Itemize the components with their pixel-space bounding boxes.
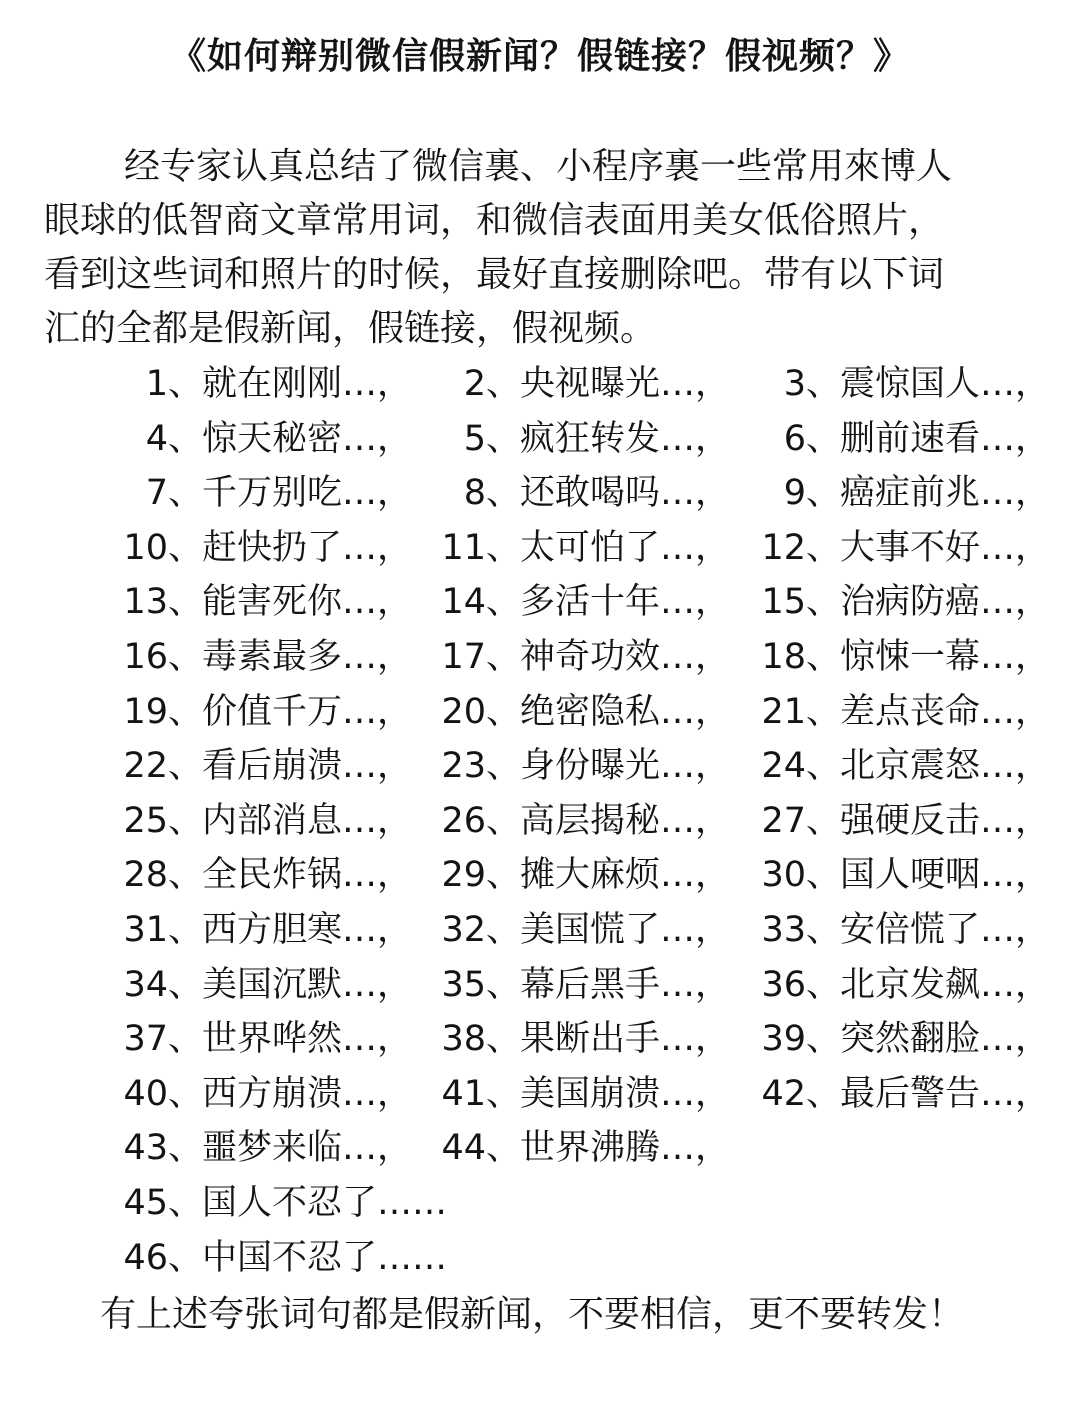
keyword-text: 果断出手…，: [520, 1019, 731, 1060]
document-title: 《如何辩别微信假新闻？假链接？假视频？》: [169, 36, 910, 77]
keyword-number: 25: [123, 800, 168, 841]
keyword-text: 能害死你…，: [202, 582, 413, 623]
keyword-item: [736, 630, 1050, 684]
intro-line: 汇的全都是假新闻，假链接，假视频。: [44, 308, 657, 349]
keyword-number: 39: [761, 1019, 806, 1060]
keyword-number: 40: [123, 1073, 168, 1114]
keyword-separator: 、: [168, 527, 204, 568]
keyword-number: 43: [123, 1128, 168, 1169]
keyword-text: 美国慌了…，: [520, 909, 731, 950]
keyword-number: 8: [463, 473, 486, 514]
keyword-item: [416, 794, 730, 848]
keyword-text: 世界哗然…，: [202, 1019, 413, 1060]
keyword-separator: 、: [168, 746, 204, 787]
keyword-item: [98, 1231, 447, 1285]
keyword-separator: 、: [806, 1073, 842, 1114]
keyword-text: 惊悚一幕…，: [840, 636, 1051, 677]
keyword-row: [0, 630, 1080, 685]
keyword-text: 看后崩溃…，: [202, 746, 413, 787]
keyword-row: [0, 794, 1080, 849]
keyword-text: 治病防癌…，: [840, 582, 1051, 623]
keyword-item: [736, 848, 1050, 902]
keyword-number: 3: [783, 364, 806, 404]
keyword-row: [0, 958, 1080, 1013]
keyword-separator: 、: [168, 800, 204, 841]
keyword-number: 4: [145, 418, 168, 459]
keyword-item: [416, 848, 730, 902]
keyword-text: 噩梦来临…，: [202, 1128, 413, 1169]
keyword-item: [736, 903, 1050, 957]
keyword-item: [416, 1012, 730, 1066]
keyword-item: [416, 685, 730, 739]
keyword-number: 35: [441, 964, 486, 1005]
keyword-item: [736, 1012, 1050, 1066]
keyword-row: [0, 1121, 1080, 1176]
keyword-number: 28: [123, 855, 168, 896]
keyword-item: [98, 357, 412, 411]
keyword-text: 西方胆寒…，: [202, 909, 413, 950]
keyword-text: 世界沸腾…，: [520, 1128, 731, 1169]
keyword-item: [416, 466, 730, 520]
keyword-number: 33: [761, 909, 806, 950]
keyword-separator: 、: [486, 1128, 522, 1169]
keyword-row: [0, 412, 1080, 467]
intro-paragraph: [44, 140, 1044, 356]
keyword-row: [0, 466, 1080, 521]
keyword-separator: 、: [486, 1073, 522, 1114]
keyword-text: 价值千万…，: [202, 691, 413, 732]
keyword-item: [416, 739, 730, 793]
keyword-item: [736, 412, 1050, 466]
keyword-text: 美国沉默…，: [202, 964, 413, 1005]
keyword-separator: 、: [806, 1019, 842, 1060]
keyword-number: 21: [761, 691, 806, 732]
keyword-item: [416, 521, 730, 575]
keyword-item: [98, 794, 412, 848]
keyword-number: 27: [761, 800, 806, 841]
keyword-item: [98, 903, 412, 957]
keyword-separator: 、: [168, 473, 204, 514]
keyword-row: [0, 1231, 1080, 1286]
keyword-number: 37: [123, 1019, 168, 1060]
keyword-row: [0, 685, 1080, 740]
keyword-item: [736, 521, 1050, 575]
keyword-separator: 、: [486, 909, 522, 950]
keyword-item: [98, 575, 412, 629]
keyword-item: [98, 521, 412, 575]
keyword-text: 震惊国人…，: [840, 364, 1051, 404]
keyword-text: 西方崩溃…，: [202, 1073, 413, 1114]
keyword-item: [98, 1067, 412, 1121]
intro-line: 看到这些词和照片的时候，最好直接删除吧。带有以下词: [44, 254, 945, 295]
keyword-number: 11: [441, 527, 486, 568]
keyword-separator: 、: [486, 964, 522, 1005]
keyword-text: 突然翻脸…，: [840, 1019, 1051, 1060]
keyword-text: 安倍慌了…，: [840, 909, 1051, 950]
keyword-separator: 、: [168, 964, 204, 1005]
keyword-separator: 、: [806, 473, 842, 514]
keyword-number: 23: [441, 746, 486, 787]
keyword-number: 29: [441, 855, 486, 896]
keyword-text: 幕后黑手…，: [520, 964, 731, 1005]
keyword-number: 18: [761, 636, 806, 677]
keyword-number: 15: [761, 582, 806, 623]
keyword-text: 最后警告…，: [840, 1073, 1051, 1114]
keyword-separator: 、: [168, 636, 204, 677]
closing-statement: 有上述夸张词句都是假新闻，不要相信，更不要转发！: [100, 1294, 965, 1335]
keyword-item: [416, 630, 730, 684]
keyword-text: 惊天秘密…，: [202, 418, 413, 459]
keyword-item: [98, 630, 412, 684]
keyword-row: [0, 357, 1080, 412]
keyword-item: [416, 357, 730, 411]
keyword-item: [736, 357, 1050, 411]
keyword-separator: 、: [486, 418, 522, 459]
keyword-text: 国人哽咽…，: [840, 855, 1051, 896]
keyword-separator: 、: [806, 691, 842, 732]
keyword-separator: 、: [168, 1182, 204, 1223]
keyword-separator: 、: [486, 364, 522, 404]
keyword-text: 央视曝光…，: [520, 364, 731, 404]
keyword-separator: 、: [168, 909, 204, 950]
keyword-text: 太可怕了…，: [520, 527, 731, 568]
keyword-item: [98, 739, 412, 793]
intro-line: 眼球的低智商文章常用词，和微信表面用美女低俗照片，: [44, 200, 945, 241]
keyword-separator: 、: [486, 746, 522, 787]
keyword-text: 强硬反击…，: [840, 800, 1051, 841]
keyword-item: [98, 1012, 412, 1066]
keyword-item: [736, 466, 1050, 520]
keyword-number: 5: [463, 418, 486, 459]
keyword-separator: 、: [168, 1237, 204, 1278]
keyword-text: 癌症前兆…，: [840, 473, 1051, 514]
keyword-separator: 、: [806, 909, 842, 950]
keyword-item: [98, 412, 412, 466]
keyword-text: 疯狂转发…，: [520, 418, 731, 459]
keyword-text: 还敢喝吗…，: [520, 473, 731, 514]
keyword-separator: 、: [168, 855, 204, 896]
keyword-separator: 、: [486, 855, 522, 896]
keyword-number: 31: [123, 909, 168, 950]
keyword-separator: 、: [486, 636, 522, 677]
keyword-number: 6: [783, 418, 806, 459]
keyword-number: 26: [441, 800, 486, 841]
keyword-text: 摊大麻烦…，: [520, 855, 731, 896]
keyword-separator: 、: [806, 855, 842, 896]
keyword-item: [416, 958, 730, 1012]
keyword-number: 7: [145, 473, 168, 514]
keyword-separator: 、: [168, 582, 204, 623]
keyword-number: 17: [441, 636, 486, 677]
keyword-number: 16: [123, 636, 168, 677]
keyword-row: [0, 739, 1080, 794]
keyword-number: 9: [783, 473, 806, 514]
keyword-number: 38: [441, 1019, 486, 1060]
keyword-row: [0, 521, 1080, 576]
keyword-text: 赶快扔了…，: [202, 527, 413, 568]
keyword-number: 32: [441, 909, 486, 950]
keyword-number: 2: [463, 364, 486, 404]
keyword-number: 30: [761, 855, 806, 896]
keyword-separator: 、: [806, 418, 842, 459]
keyword-text: 多活十年…，: [520, 582, 731, 623]
keyword-item: [416, 1067, 730, 1121]
keyword-separator: 、: [168, 1019, 204, 1060]
keyword-separator: 、: [168, 418, 204, 459]
keyword-number: 46: [123, 1237, 168, 1278]
keyword-separator: 、: [806, 964, 842, 1005]
keyword-item: [736, 1067, 1050, 1121]
keyword-separator: 、: [168, 691, 204, 732]
keyword-number: 20: [441, 691, 486, 732]
keyword-number: 10: [123, 527, 168, 568]
keyword-row: [0, 848, 1080, 903]
keyword-text: 差点丧命…，: [840, 691, 1051, 732]
keyword-item: [98, 958, 412, 1012]
keyword-row: [0, 1067, 1080, 1122]
keyword-row: [0, 575, 1080, 630]
keyword-text: 身份曝光…，: [520, 746, 731, 787]
keyword-text: 绝密隐私…，: [520, 691, 731, 732]
keyword-item: [98, 466, 412, 520]
keyword-separator: 、: [806, 582, 842, 623]
keyword-item: [416, 903, 730, 957]
keyword-text: 内部消息…，: [202, 800, 413, 841]
keyword-item: [98, 1176, 447, 1230]
keyword-text: 删前速看…，: [840, 418, 1051, 459]
keyword-text: 神奇功效…，: [520, 636, 731, 677]
keyword-text: 中国不忍了……: [202, 1237, 448, 1278]
keyword-item: [416, 575, 730, 629]
keyword-text: 北京震怒…，: [840, 746, 1051, 787]
keyword-separator: 、: [806, 800, 842, 841]
keyword-separator: 、: [806, 527, 842, 568]
keyword-number: 1: [145, 364, 168, 404]
keyword-number: 24: [761, 746, 806, 787]
keyword-text: 全民炸锅…，: [202, 855, 413, 896]
keyword-row: [0, 1012, 1080, 1067]
keyword-list: [0, 357, 1080, 1285]
keyword-separator: 、: [486, 473, 522, 514]
keyword-item: [736, 739, 1050, 793]
keyword-separator: 、: [806, 636, 842, 677]
keyword-separator: 、: [806, 746, 842, 787]
keyword-item: [736, 958, 1050, 1012]
keyword-text: 就在刚刚…，: [202, 364, 413, 404]
keyword-text: 国人不忍了……: [202, 1182, 448, 1223]
keyword-separator: 、: [486, 800, 522, 841]
keyword-item: [736, 685, 1050, 739]
keyword-separator: 、: [486, 527, 522, 568]
keyword-text: 毒素最多…，: [202, 636, 413, 677]
keyword-number: 34: [123, 964, 168, 1005]
keyword-separator: 、: [806, 364, 842, 404]
keyword-item: [416, 1121, 730, 1175]
keyword-item: [736, 575, 1050, 629]
keyword-number: 42: [761, 1073, 806, 1114]
keyword-separator: 、: [486, 582, 522, 623]
keyword-item: [98, 848, 412, 902]
keyword-number: 45: [123, 1182, 168, 1223]
keyword-number: 22: [123, 746, 168, 787]
keyword-text: 北京发飙…，: [840, 964, 1051, 1005]
keyword-item: [736, 794, 1050, 848]
keyword-number: 13: [123, 582, 168, 623]
keyword-number: 36: [761, 964, 806, 1005]
keyword-number: 12: [761, 527, 806, 568]
keyword-text: 大事不好…，: [840, 527, 1051, 568]
keyword-item: [98, 685, 412, 739]
keyword-separator: 、: [486, 691, 522, 732]
keyword-text: 高层揭秘…，: [520, 800, 731, 841]
keyword-item: [416, 412, 730, 466]
keyword-number: 41: [441, 1073, 486, 1114]
keyword-row: [0, 903, 1080, 958]
keyword-separator: 、: [168, 364, 204, 404]
keyword-text: 美国崩溃…，: [520, 1073, 731, 1114]
intro-line: 经专家认真总结了微信裏、小程序裏一些常用來博人: [124, 146, 953, 187]
keyword-number: 14: [441, 582, 486, 623]
keyword-separator: 、: [486, 1019, 522, 1060]
keyword-item: [98, 1121, 412, 1175]
keyword-separator: 、: [168, 1073, 204, 1114]
keyword-separator: 、: [168, 1128, 204, 1169]
keyword-row: [0, 1176, 1080, 1231]
keyword-text: 千万别吃…，: [202, 473, 413, 514]
keyword-number: 44: [441, 1128, 486, 1169]
keyword-number: 19: [123, 691, 168, 732]
